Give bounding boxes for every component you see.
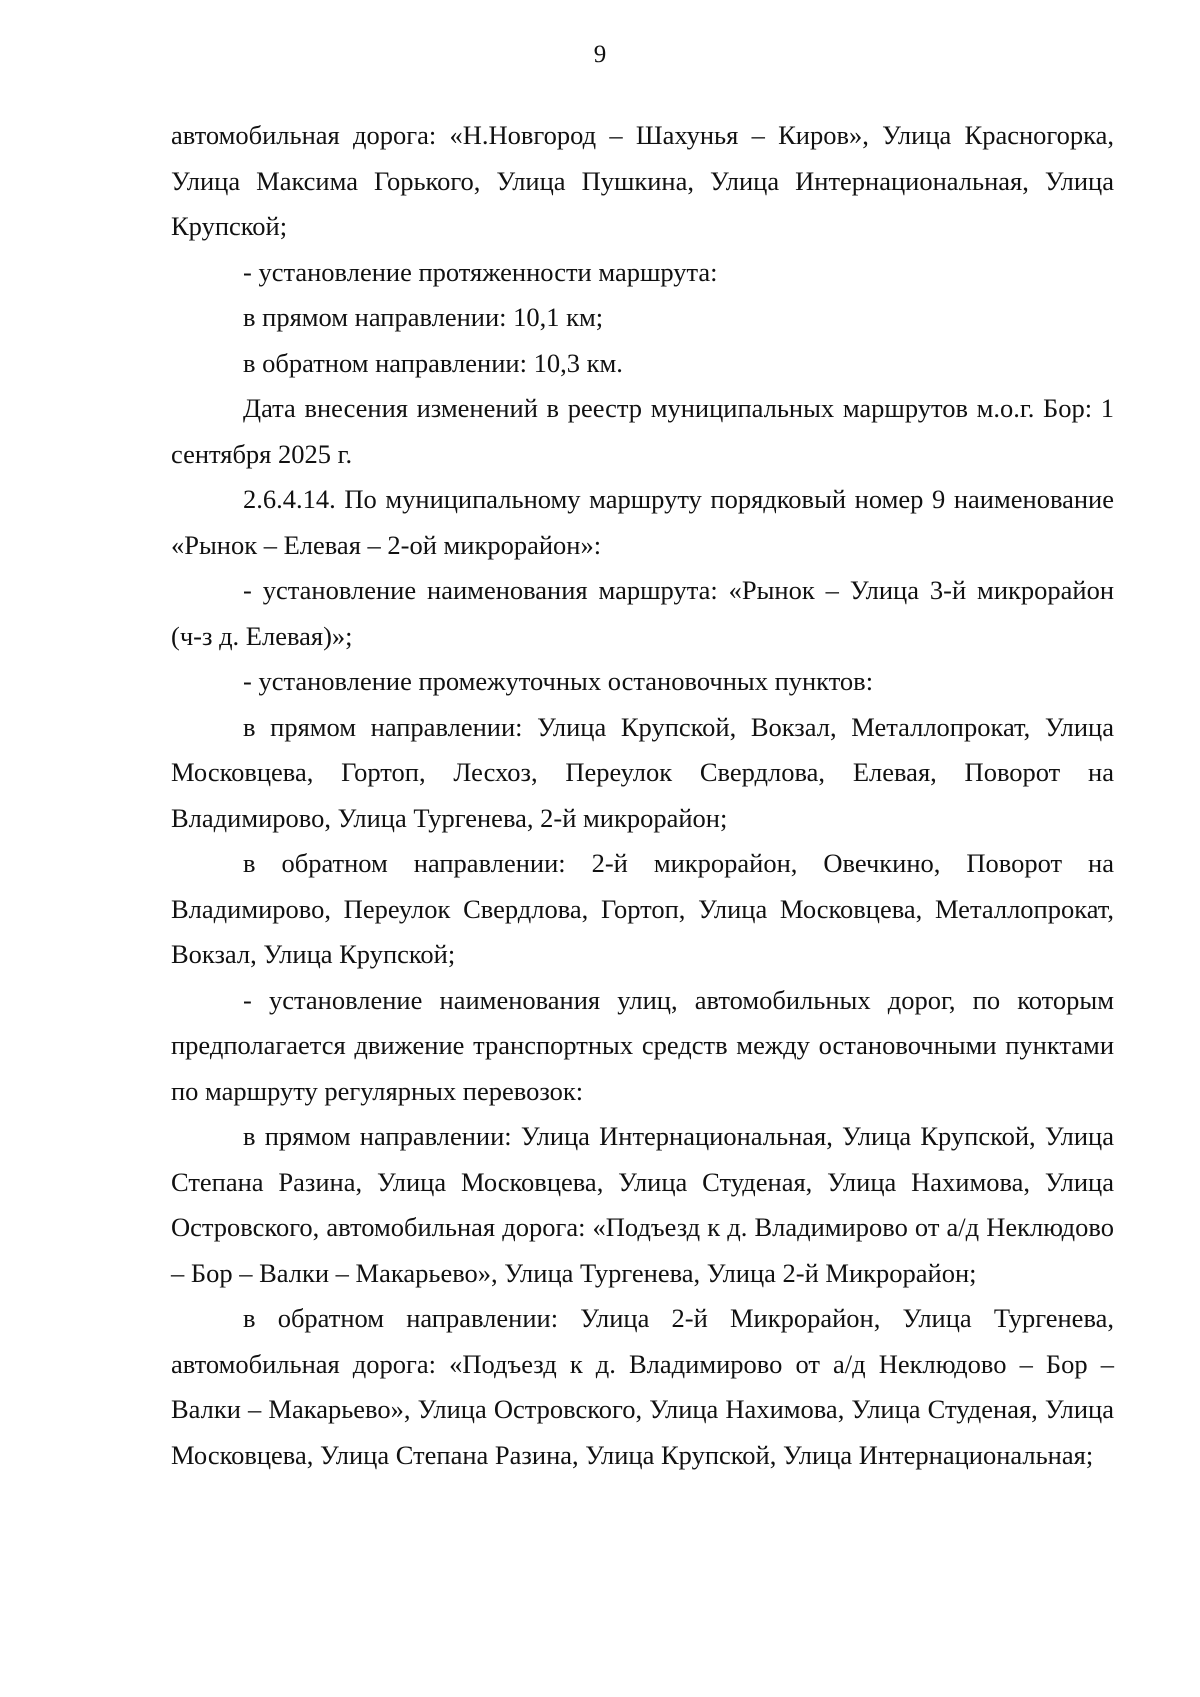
paragraph-stops-forward: в прямом направлении: Улица Крупской, Вокзал, Металлопрокат, Улица Московцева, Гортоп, Лесхоз, Переулок Свердлова, Елевая, Поворот на Владимирово, Улица Тургенева, 2-й микрорайон; bbox=[171, 711, 1114, 833]
document-body bbox=[171, 113, 1114, 1478]
paragraph-section-2-6-4-14: 2.6.4.14. По муниципальному маршруту порядковый номер 9 наименование «Рынок – Елевая – 2-ой микрорайон»: bbox=[171, 484, 1114, 560]
paragraph-stops-backward: в обратном направлении: 2-й микрорайон, Овечкино, Поворот на Владимирово, Переулок Свердлова, Гортоп, Улица Московцева, Металлопрокат, Вокзал, Улица Крупской; bbox=[171, 848, 1114, 969]
page-number: 9 bbox=[593, 41, 607, 68]
paragraph-length-forward: в прямом направлении: 10,1 км; bbox=[243, 302, 604, 332]
paragraph-streets-backward: в обратном направлении: Улица 2-й Микрорайон, Улица Тургенева, автомобильная дорога: «Подъезд к д. Владимирово от а/д Неклюдово – Бор – Валки – Макарьево», Улица Островского, Улица Нахимова, Улица Студеная, Улица Московцева, Улица Степана Разина, Улица Крупской, Улица Интернациональная; bbox=[171, 1303, 1114, 1470]
paragraph-stops-heading: - установление промежуточных остановочных пунктов: bbox=[243, 666, 874, 696]
paragraph-route-roads-continued: автомобильная дорога: «Н.Новгород – Шахунья – Киров», Улица Красногорка, Улица Максима Горького, Улица Пушкина, Улица Интернациональная, Улица Крупской; bbox=[171, 120, 1114, 241]
paragraph-route-length-heading: - установление протяженности маршрута: bbox=[243, 256, 718, 287]
paragraph-length-backward: в обратном направлении: 10,3 км. bbox=[243, 347, 623, 378]
paragraph-route-name: - установление наименования маршрута: «Рынок – Улица 3-й микрорайон (ч-з д. Елевая)»; bbox=[171, 575, 1114, 651]
paragraph-registry-date: Дата внесения изменений в реестр муниципальных маршрутов м.о.г. Бор: 1 сентября 2025 г. bbox=[171, 393, 1114, 469]
paragraph-streets-forward: в прямом направлении: Улица Интернациональная, Улица Крупской, Улица Степана Разина, Улица Московцева, Улица Студеная, Улица Нахимова, Улица Островского, автомобильная дорога: «Подъезд к д. Владимирово от а/д Неклюдово – Бор – Валки – Макарьево», Улица Тургенева, Улица 2-й Микрорайон; bbox=[171, 1121, 1114, 1288]
paragraph-streets-heading: - установление наименования улиц, автомобильных дорог, по которым предполагается движение транспортных средств между остановочными пунктами по маршруту регулярных перевозок: bbox=[171, 984, 1114, 1106]
